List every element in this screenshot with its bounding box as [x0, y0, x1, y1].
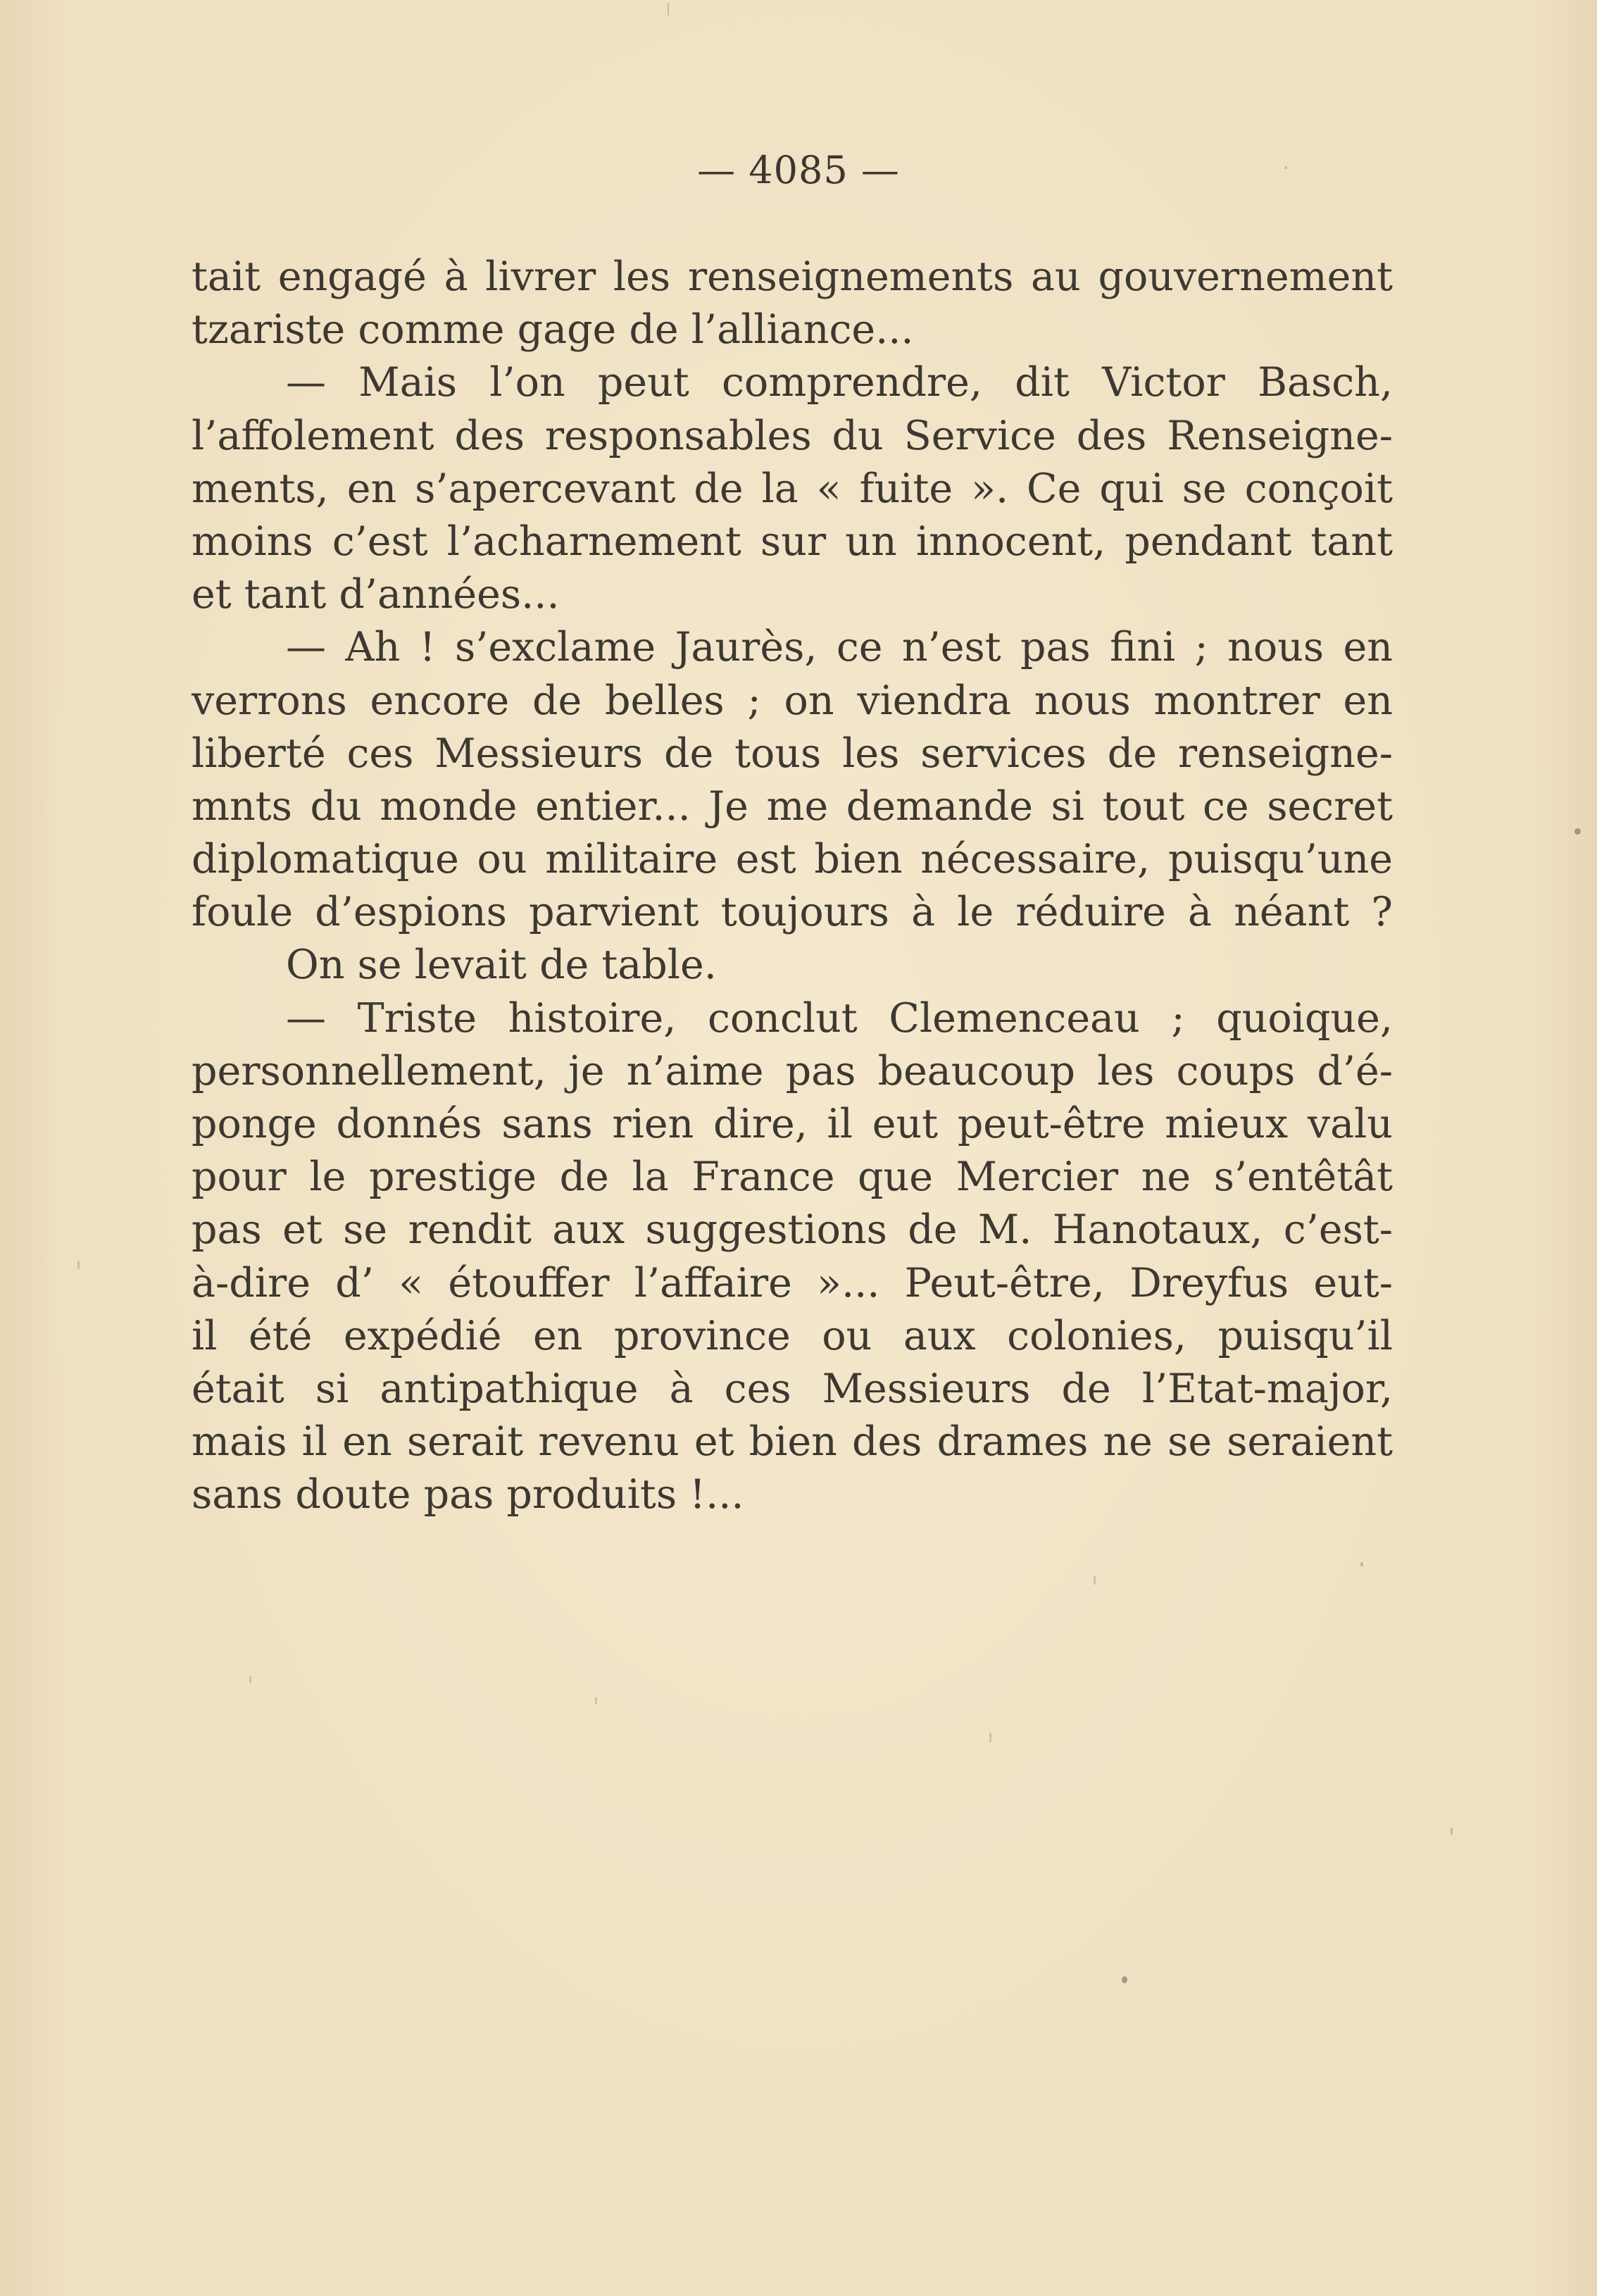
text-line: l’affolement des responsables du Service des Renseigne-	[192, 412, 1393, 459]
text-line: ments, en s’apercevant de la « fuite ». Ce qui se conçoit	[192, 465, 1393, 512]
text-line: diplomatique ou militaire est bien nécessaire, puisqu’une	[192, 836, 1393, 883]
text-line: tait engagé à livrer les renseignements au gouvernement	[192, 254, 1393, 300]
text-line: liberté ces Messieurs de tous les services de renseigne-	[192, 730, 1393, 777]
paper-speck	[1360, 1562, 1363, 1566]
paper-speck	[77, 1261, 80, 1269]
text-line: moins c’est l’acharnement sur un innocent, pendant tant	[192, 518, 1393, 565]
text-line: tzariste comme gage de l’alliance...	[192, 306, 914, 354]
text-line: — Ah ! s’exclame Jaurès, ce n’est pas fini ; nous en	[286, 624, 1393, 671]
text-line: personnellement, je n’aime pas beaucoup les coups d’é-	[192, 1047, 1393, 1094]
text-line: foule d’espions parvient toujours à le réduire à néant ?	[192, 889, 1393, 936]
paper-speck	[1451, 1828, 1453, 1835]
text-line: On se levait de table.	[286, 942, 717, 989]
text-line: pour le prestige de la France que Mercier ne s’entêtât	[192, 1154, 1393, 1201]
paper-speck	[1574, 828, 1581, 835]
text-line: — Triste histoire, conclut Clemenceau ; quoique,	[286, 994, 1393, 1042]
text-line: il été expédié en province ou aux colonies, puisqu’il	[192, 1312, 1393, 1359]
text-line: sans doute pas produits !...	[192, 1471, 744, 1518]
paper-speck	[595, 1697, 597, 1704]
text-line: à-dire d’ « étouffer l’affaire »... Peut-être, Dreyfus eut-	[192, 1259, 1393, 1306]
text-line: pas et se rendit aux suggestions de M. Hanotaux, c’est-	[192, 1206, 1393, 1254]
paper-speck	[668, 3, 669, 15]
text-line: et tant d’années...	[192, 571, 560, 618]
text-line: mnts du monde entier... Je me demande si tout ce secret	[192, 782, 1393, 830]
paper-speck	[249, 1676, 251, 1683]
text-line: mais il en serait revenu et bien des drames ne se seraient	[192, 1418, 1393, 1466]
paper-speck	[1284, 166, 1287, 169]
paper-speck	[1122, 1976, 1127, 1983]
body-text	[192, 251, 1393, 1522]
text-line: était si antipathique à ces Messieurs de l’Etat-major,	[192, 1365, 1393, 1412]
text-line: ponge donnés sans rien dire, il eut peut-être mieux valu	[192, 1101, 1393, 1147]
paper-speck	[1094, 1576, 1096, 1585]
paper-speck	[989, 1733, 991, 1742]
page-number: — 4085 —	[697, 148, 900, 192]
text-line: verrons encore de belles ; on viendra nous montrer en	[192, 677, 1393, 724]
text-line: — Mais l’on peut comprendre, dit Victor Basch,	[286, 359, 1393, 406]
